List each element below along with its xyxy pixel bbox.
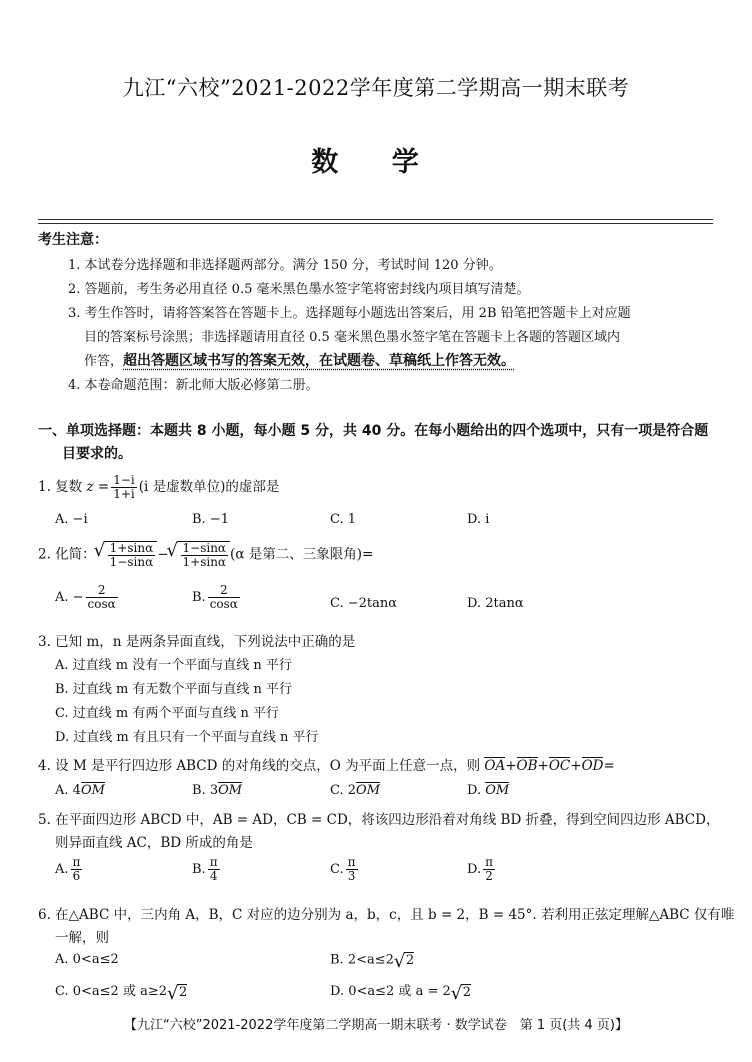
q4-stem: 4. 设 M 是平行四边形 ABCD 的对角线的交点，O 为平面上任意一点，则: [38, 758, 481, 774]
q2-radical-2: [177, 541, 231, 569]
question-4: 4. 设 M 是平行四边形 ABCD 的对角线的交点，O 为平面上任意一点，则 OA+OB+OC+OD=: [38, 758, 615, 774]
question-6-cont: 一解，则: [55, 930, 109, 946]
q2-option-c: C. −2tanα: [330, 596, 398, 611]
section-heading-cont: 目要求的。: [62, 446, 132, 462]
q6-option-d: D. 0<a≤2 或 a = 2√ 2: [330, 980, 471, 1000]
vector-oa: OA: [484, 758, 506, 774]
header-rule-top: [38, 219, 713, 220]
q3-option-d: D. 过直线 m 有且只有一个平面与直线 n 平行: [55, 730, 319, 745]
q1-suffix: (i 是虚数单位)的虚部是: [138, 479, 280, 496]
header-rule-bottom: [38, 223, 713, 224]
q2-r2-num: √ 1−sinα: [182, 541, 227, 555]
q1-option-b: B. −1: [192, 512, 229, 527]
vector-ob: OB: [516, 758, 538, 774]
exam-title: 九江“六校”2021-2022学年度第二学期高一期末联考: [122, 76, 630, 100]
vector-od: OD: [581, 758, 604, 774]
q4-option-a: A. 4OM: [55, 783, 105, 798]
q3-option-c: C. 过直线 m 有两个平面与直线 n 平行: [55, 706, 279, 721]
q2-prefix: 2. 化简：: [38, 546, 96, 563]
q1-fraction: [111, 474, 137, 501]
q2-r1-num: √ 1+sinα: [109, 541, 154, 555]
notice-item-2: 2. 答题前，考生务必用直径 0.5 毫米黑色墨水签字笔将密封线内项目填写清楚。: [68, 282, 530, 297]
notice-heading: 考生注意：: [38, 232, 108, 248]
q1-option-d: D. i: [467, 512, 490, 527]
vector-oc: OC: [548, 758, 571, 774]
q4-option-b: B. 3OM: [192, 783, 243, 798]
notice-item-3-cont: 目的答案标号涂黑；非选择题请用直径 0.5 毫米黑色墨水签字笔在答题卡上各题的答题区域内: [84, 330, 620, 345]
q1-prefix: 1. 复数: [38, 479, 83, 496]
q5-option-d: D. $\frac{\pi}{2}$: [467, 855, 493, 884]
q2-r2-den: 1+sinα: [182, 555, 227, 570]
q2-radical-1: [104, 541, 158, 569]
q2-option-b: B. $\frac{2}{\cos\alpha}$: [192, 583, 238, 612]
notice-item-4: 4. 本卷命题范围：新北师大版必修第二册。: [68, 378, 319, 393]
q2-minus: −: [157, 546, 169, 563]
q5-option-b: B. $\frac{\pi}{4}$: [192, 855, 218, 884]
question-5-cont: 则异面直线 AC，BD 所成的角是: [55, 835, 253, 851]
q1-option-c: C. 1: [330, 512, 357, 527]
q4-option-d: D. OM: [467, 783, 510, 798]
q1-num: 1−i: [113, 473, 135, 487]
notice-item-3-tail: 作答，: [84, 354, 124, 369]
q3-option-b: B. 过直线 m 有无数个平面与直线 n 平行: [55, 682, 293, 697]
section-heading: 一、单项选择题：本题共 8 小题，每小题 5 分，共 40 分。在每小题给出的四个选项中，只有一项是符合题: [38, 423, 709, 439]
q3-option-a: A. 过直线 m 没有一个平面与直线 n 平行: [55, 658, 292, 673]
q1-option-a: A. −i: [55, 512, 88, 527]
question-3: 3. 已知 m，n 是两条异面直线，下列说法中正确的是: [38, 634, 356, 650]
question-6: 6. 在△ABC 中，三内角 A，B，C 对应的边分别为 a，b，c，且 b = 2，B = 45°. 若利用正弦定理解△ABC 仅有唯: [38, 907, 735, 923]
q5-option-a: A. $\frac{\pi}{6}$: [55, 855, 81, 884]
q1-variable: z =: [86, 479, 110, 496]
q1-den: 1+i: [113, 487, 135, 502]
q2-suffix: (α 是第二、三象限角)=: [230, 546, 374, 563]
notice-item-3-cont2: [84, 350, 515, 370]
question-5: 5. 在平面四边形 ABCD 中，AB = AD，CB = CD，将该四边形沿着对角线 BD 折叠，得到空间四边形 ABCD，: [38, 812, 720, 828]
q5-option-c: C. $\frac{\pi}{3}$: [330, 855, 356, 884]
question-1: [38, 474, 279, 501]
q6-option-b: B. 2<a≤2√ 2: [330, 952, 414, 968]
page-footer: 【九江“六校”2021-2022学年度第二学期高一期末联考 · 数学试卷 第 1 页(共 4 页)】: [124, 1018, 628, 1033]
q6-option-c: C. 0<a≤2 或 a≥2√ 2: [55, 980, 187, 1000]
notice-warning: 超出答题区域书写的答案无效，在试题卷、草稿纸上作答无效。: [123, 353, 516, 369]
q2-option-d: D. 2tanα: [467, 596, 524, 611]
q2-r1-den: 1−sinα: [109, 555, 154, 570]
q4-option-c: C. 2OM: [330, 783, 380, 798]
question-2: [38, 541, 373, 569]
notice-item-1: 1. 本试卷分选择题和非选择题两部分。满分 150 分，考试时间 120 分钟。: [68, 258, 502, 273]
q6-option-a: A. 0<a≤2: [55, 952, 119, 967]
notice-item-3: 3. 考生作答时，请将答案答在答题卡上。选择题每小题选出答案后，用 2B 铅笔把答题卡上对应题: [68, 306, 631, 321]
q2-option-a: A. − $\frac{2}{\cos\alpha}$: [55, 583, 116, 612]
subject-title: 数 学: [311, 147, 441, 178]
